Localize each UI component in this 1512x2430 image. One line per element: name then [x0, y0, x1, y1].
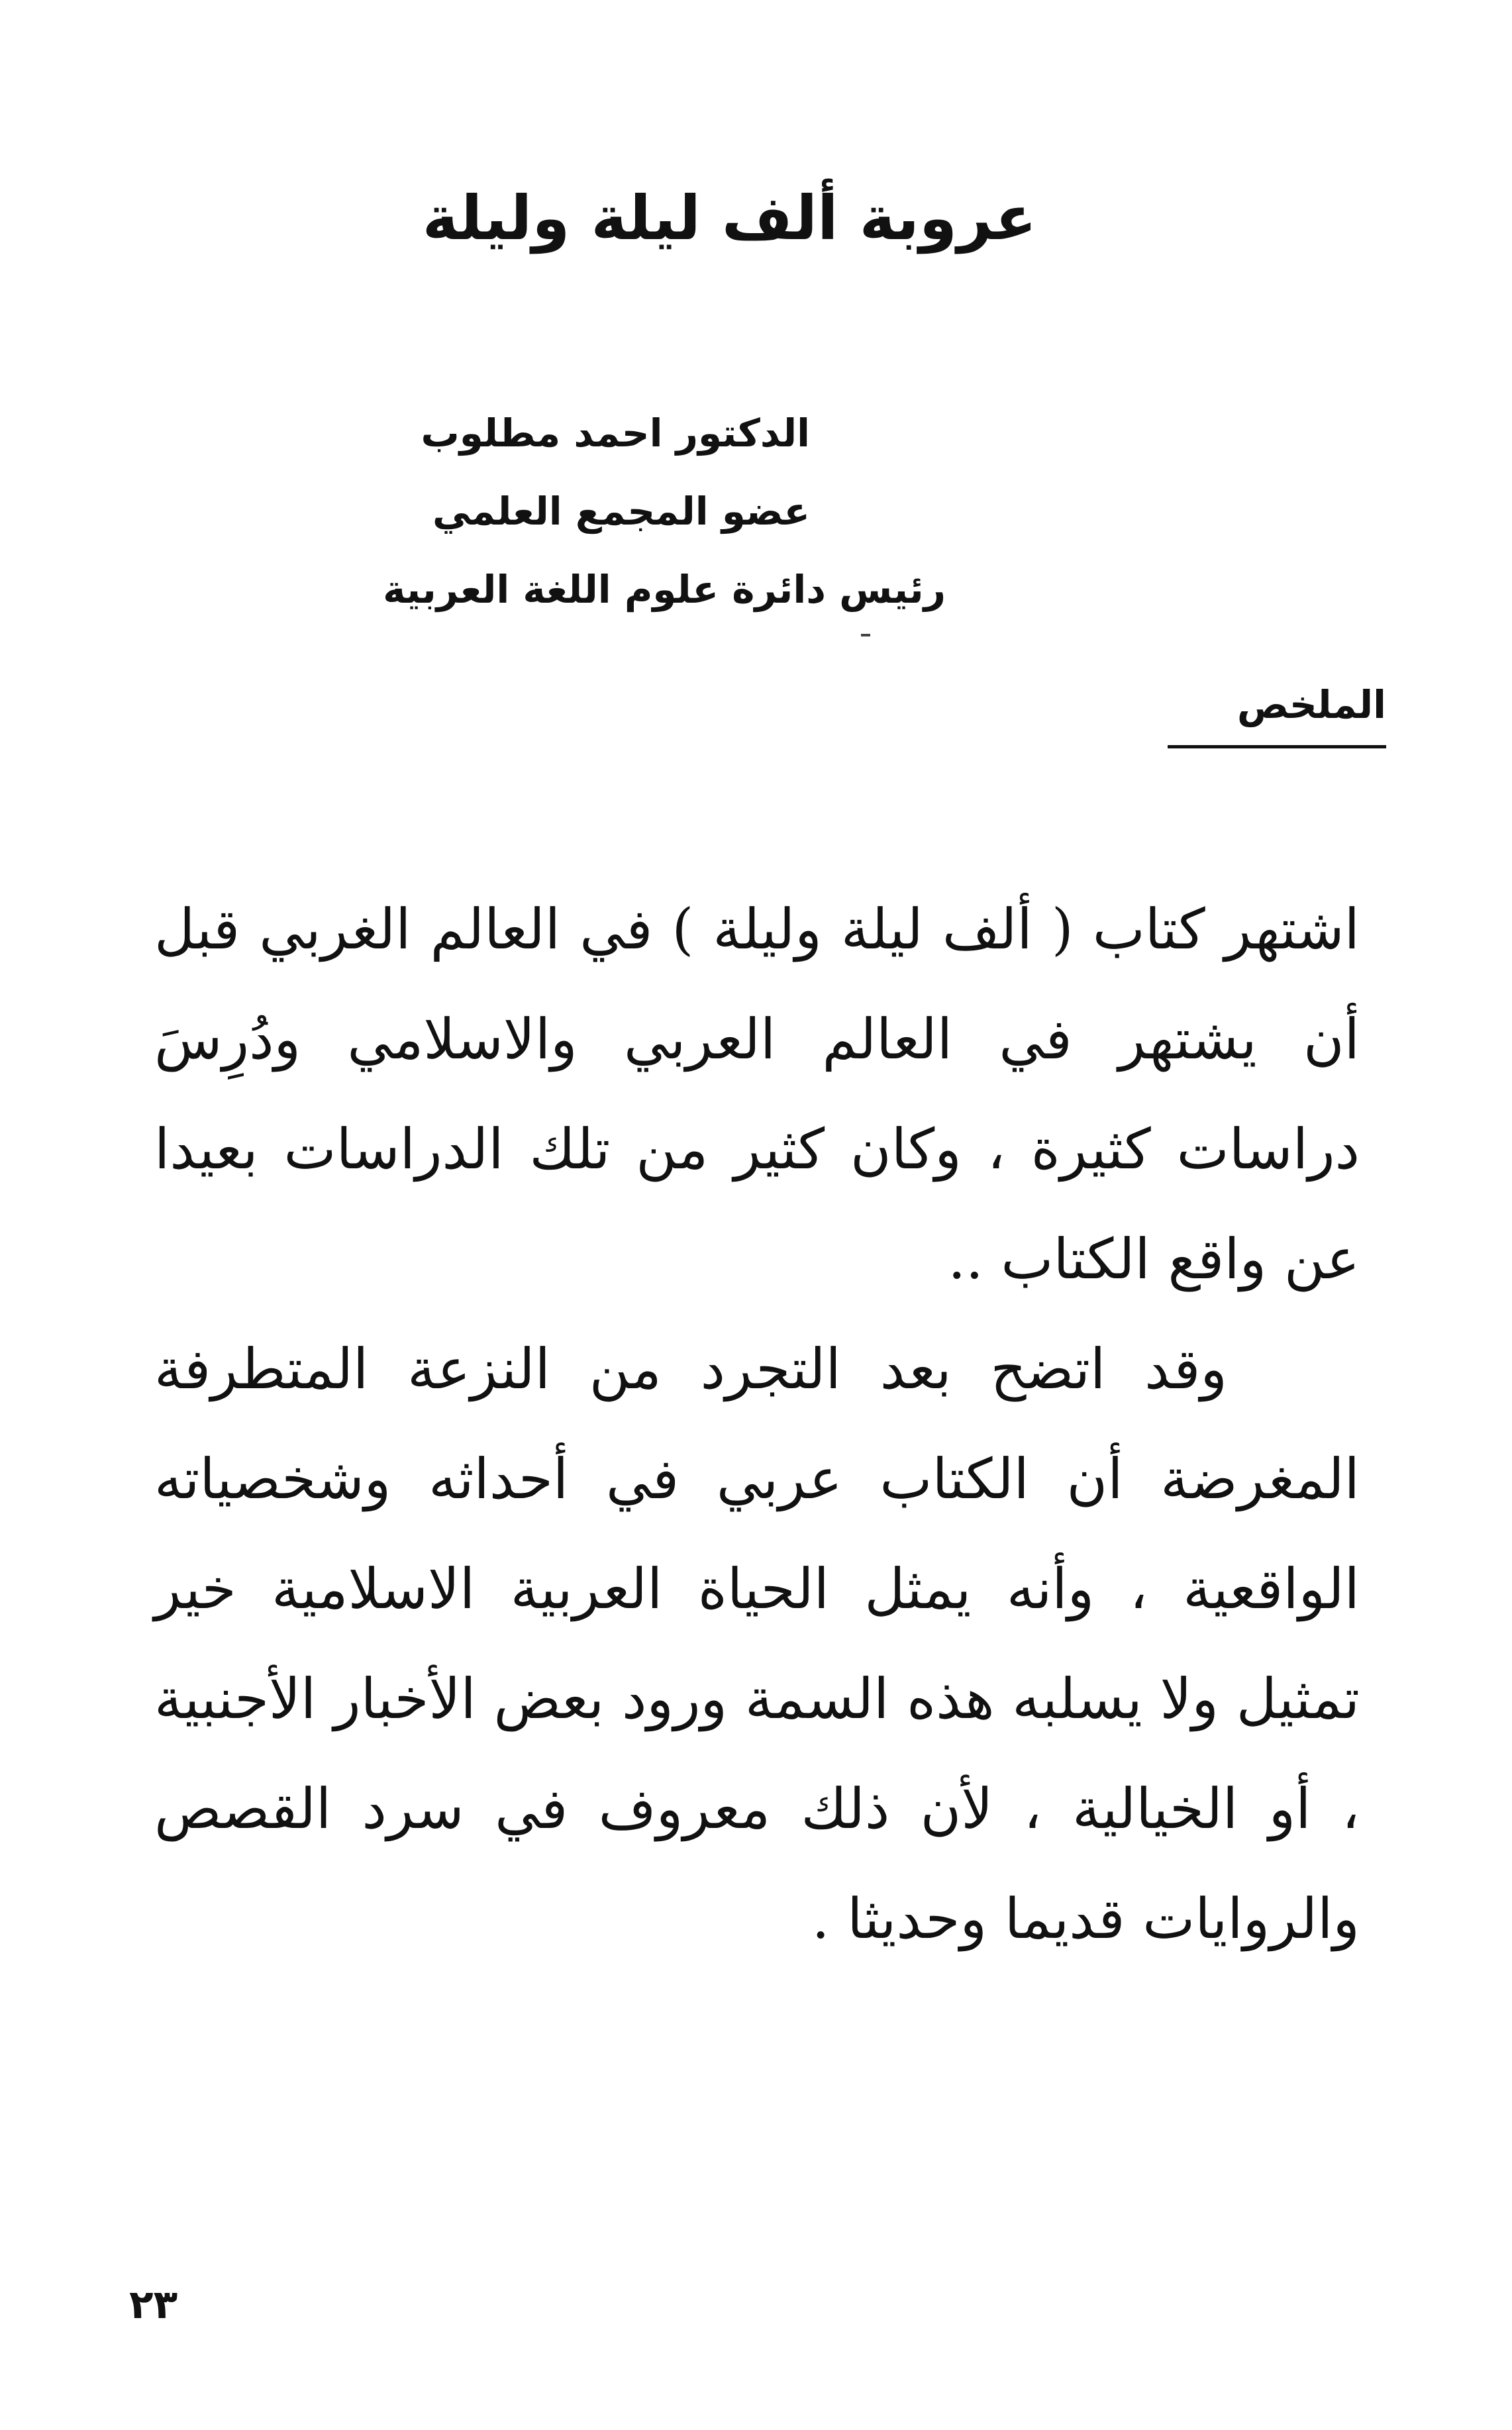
summary-paragraph-2: وقد اتضح بعد التجرد من النزعة المتطرفة المغرضة أن الكتاب عربي في أحداثه وشخصياته الواقعية ، وأنه يمثل الحياة العربية الاسلامية خير تمثيل ولا يسلبه هذه السمة ورود بعض الأخبار الأجنبية ، أو الخيالية ، لأن ذلك معروف في سرد القصص والروايات قديما وحديثا . [154, 1337, 1360, 1951]
summary-body [154, 874, 1360, 1974]
summary-underline [1168, 745, 1386, 748]
author-name: الدكتور احمد مطلوب [421, 411, 810, 456]
author-block [214, 411, 946, 648]
summary-heading: الملخص [1236, 682, 1386, 727]
author-membership: عضو المجمع العلمي [432, 489, 810, 534]
margin-dash-mark [861, 634, 870, 636]
summary-paragraph-1: اشتهر كتاب ( ألف ليلة وليلة ) في العالم الغربي قبل أن يشتهر في العالم العربي والاسلامي ودُرِسَ دراسات كثيرة ، وكان كثير من تلك الدراسات بعيدا عن واقع الكتاب .. [154, 897, 1360, 1291]
article-title: عروبة ألف ليلة وليلة [422, 183, 1037, 254]
author-position: رئيس دائرة علوم اللغة العربية [383, 567, 946, 612]
page-number: ٢٣ [129, 2282, 178, 2328]
